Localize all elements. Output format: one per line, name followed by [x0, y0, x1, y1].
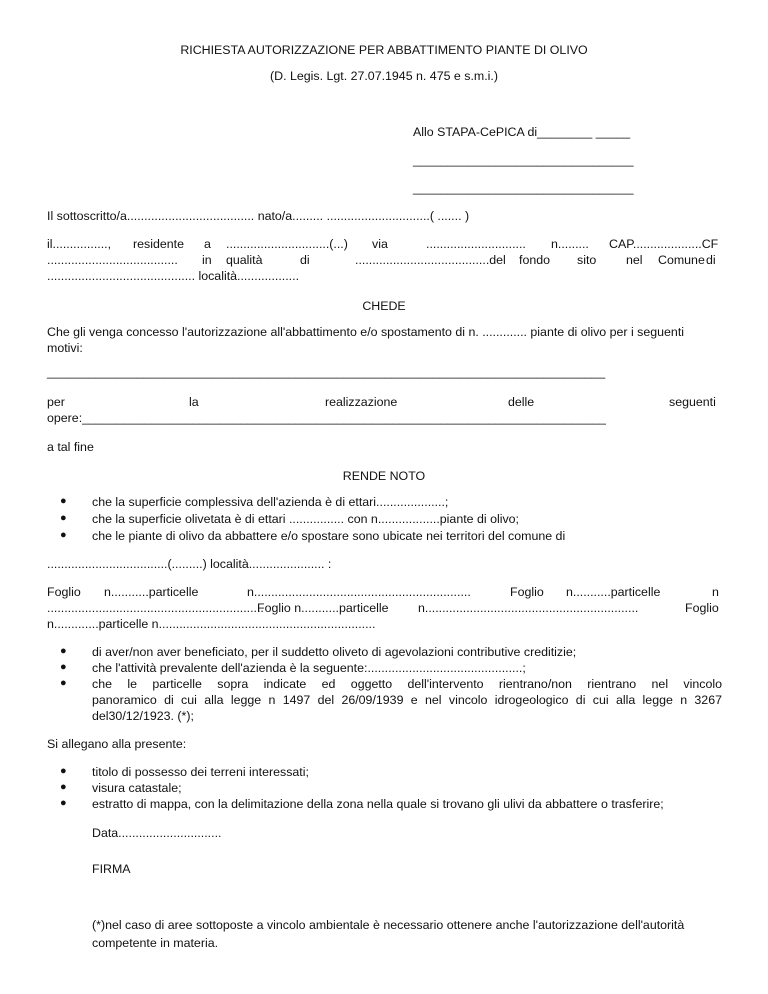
addressee-line-1: Allo STAPA-CePICA di________ _____: [413, 125, 631, 139]
footnote-line-2: competente in materia.: [92, 936, 219, 950]
applicant-cap-cf: CAP....................CF: [609, 237, 719, 251]
applicant-fondo-label: fondo: [519, 253, 551, 267]
applicant-comune-label: Comune: [658, 253, 705, 267]
chede-text-line-1: Che gli venga concesso l'autorizzazione all'abbattimento e/o spostamento di n. ............. piante di olivo per i seguenti: [47, 325, 685, 339]
per-label: per: [47, 395, 65, 409]
bullet-icon: ●: [60, 495, 67, 507]
declaration-3-line-1: che le particelle sopra indicate ed oggetto dell'intervento rientrano/non rientrano nel vincolo: [92, 677, 722, 691]
document-title: RICHIESTA AUTORIZZAZIONE PER ABBATTIMENTO PIANTE DI OLIVO: [180, 43, 588, 57]
applicant-a-label: a: [204, 237, 211, 251]
foglio-line-2-dots: ...............................................................: [47, 601, 264, 615]
chede-heading: CHEDE: [362, 299, 406, 313]
la-label: la: [189, 395, 199, 409]
applicant-di-label: di: [300, 253, 310, 267]
foglio-label-2: Foglio: [510, 585, 544, 599]
bullet-icon: ●: [60, 512, 67, 524]
rende-noto-item-2: che la superficie olivetata è di ettari ................ con n..................piante di olivo;: [92, 512, 519, 526]
applicant-role-dots: ......................................: [47, 253, 178, 267]
applicant-fund-dots: .......................................del: [355, 253, 506, 267]
rende-noto-item-3: che le piante di olivo da abbattere e/o spostare sono ubicate nei territori del comune di: [92, 529, 566, 543]
realizzazione-label: realizzazione: [325, 395, 398, 409]
footnote-line-1: (*)nel caso di aree sottoposte a vincolo ambientale è necessario ottenere anche l'autorizzazione dell'autorità: [92, 918, 685, 932]
seguenti-label: seguenti: [669, 395, 716, 409]
signature-label: FIRMA: [92, 862, 131, 876]
foglio-label: Foglio: [47, 585, 81, 599]
applicant-in-label: in: [202, 253, 212, 267]
foglio-particelle-2: n...........particelle: [566, 585, 661, 599]
chede-text-line-2: motivi:: [47, 341, 83, 355]
bullet-icon: ●: [60, 529, 67, 541]
foglio-line-3: n.............particelle n...............................................................: [47, 617, 376, 631]
addressee-line-3: ________________________________: [413, 181, 634, 195]
bullet-icon: ●: [60, 661, 67, 673]
applicant-residente-label: residente: [133, 237, 184, 251]
applicant-street: .............................: [426, 237, 526, 251]
motivi-blank-line: _________________________________________________________________________________: [47, 365, 606, 379]
applicant-via-label: via: [372, 237, 388, 251]
opere-line: opere:____________________________________________________________________________: [47, 411, 606, 425]
applicant-nel-label: nel: [626, 253, 643, 267]
bullet-icon: ●: [60, 645, 67, 657]
bullet-icon: ●: [60, 781, 67, 793]
declaration-3-line-2: panoramico di cui alla legge n 1497 del 26/09/1939 e nel vincolo idrogeologico di cui alla legge n 3267: [92, 693, 722, 707]
addressee-line-2: ________________________________: [413, 153, 634, 167]
attachment-item-2: visura catastale;: [92, 781, 182, 795]
foglio-line-2-particelle: Foglio n...........particelle: [257, 601, 389, 615]
attachments-intro: Si allegano alla presente:: [47, 737, 187, 751]
locality-line: ...................................(.........) località...................... :: [47, 557, 332, 571]
applicant-number: n.........: [551, 237, 589, 251]
applicant-sito-label: sito: [577, 253, 597, 267]
bullet-icon: ●: [60, 677, 67, 689]
foglio-n-label: n: [712, 585, 719, 599]
applicant-qualita-label: qualità: [226, 253, 263, 267]
date-field: Data..............................: [92, 826, 222, 840]
delle-label: delle: [508, 395, 535, 409]
foglio-particelle-n: n...............................................................: [247, 585, 471, 599]
foglio-line-2-n: n..............................................................: [418, 601, 639, 615]
applicant-birthdate: il................,: [47, 237, 112, 251]
document-subtitle: (D. Legis. Lgt. 27.07.1945 n. 475 e s.m.i.): [270, 69, 498, 83]
foglio-particelle: n...........particelle: [104, 585, 199, 599]
a-tal-fine: a tal fine: [47, 440, 94, 454]
declaration-2: che l'attività prevalente dell'azienda è la seguente:.............................................;: [92, 661, 526, 675]
declaration-3-line-3: del30/12/1923. (*);: [92, 709, 194, 723]
applicant-di-label-2: di: [706, 253, 716, 267]
bullet-icon: ●: [60, 765, 67, 777]
foglio-line-2-foglio: Foglio: [685, 601, 719, 615]
attachment-item-3: estratto di mappa, con la delimitazione della zona nella quale si trovano gli ulivi da abbattere o trasferire;: [92, 797, 664, 811]
declaration-1: di aver/non aver beneficiato, per il suddetto oliveto di agevolazioni contributive creditizie;: [92, 645, 577, 659]
applicant-line-1: Il sottoscritto/a..................................... nato/a......... ..............................( ....... ): [47, 209, 470, 223]
rende-noto-heading: RENDE NOTO: [342, 469, 426, 483]
applicant-residence-city: ..............................(...): [226, 237, 348, 251]
rende-noto-item-1: che la superficie complessiva dell'azienda è di ettari....................;: [92, 495, 449, 509]
attachment-item-1: titolo di possesso dei terreni interessati;: [92, 765, 309, 779]
bullet-icon: ●: [60, 797, 67, 809]
applicant-locality: ........................................... località..................: [47, 269, 300, 283]
